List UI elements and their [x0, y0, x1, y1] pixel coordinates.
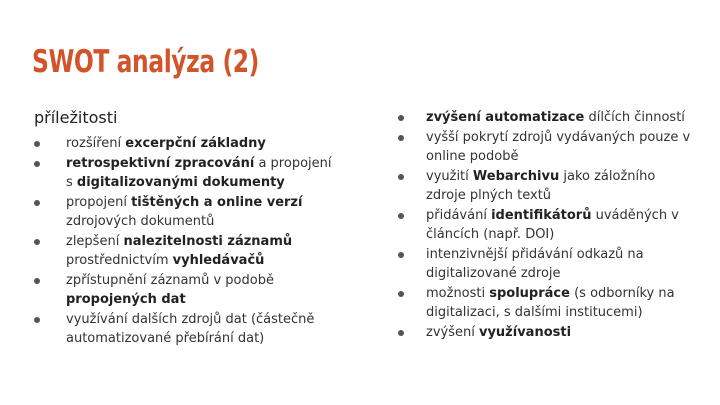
bold-text: retrospektivní zpracování [66, 155, 255, 171]
bullet-item [398, 245, 698, 284]
bold-text: zvýšení automatizace [426, 110, 585, 125]
bold-text: spolupráce [489, 285, 570, 301]
text: zvýšení [426, 324, 479, 340]
bold-text: excerpční základny [125, 136, 266, 151]
bullet-dot-icon [398, 135, 404, 141]
slide-title: SWOT analýza (2) [32, 44, 259, 80]
bullet-dot-icon [398, 174, 404, 180]
text: zlepšení [66, 233, 124, 249]
text: propojení [66, 194, 132, 210]
bullet-item [34, 193, 334, 232]
bold-text: digitalizovanými dokumenty [76, 175, 285, 190]
bullet-item [34, 232, 334, 271]
bold-text: vyhledávačů [172, 253, 265, 268]
bullet-dot-icon [398, 213, 404, 219]
text: intenzivnější přidávání odkazů na digitalizované zdroje [426, 246, 644, 281]
bold-text: propojených dat [66, 292, 186, 307]
bold-text: Webarchivu [472, 168, 560, 184]
bullet-dot-icon [34, 239, 40, 245]
bullet-item [398, 323, 698, 343]
text: a propojení s [66, 155, 332, 190]
left-column [34, 108, 334, 349]
text: zpřístupnění záznamů v podobě [66, 272, 274, 288]
bold-text: tištěných a online verzí [131, 194, 303, 210]
text: přidávání [426, 207, 492, 223]
bullet-item [398, 167, 698, 206]
text: jako záložního zdroje plných textů [426, 168, 656, 203]
bullet-dot-icon [34, 317, 40, 323]
left-bullet-list [34, 134, 334, 349]
bullet-item [398, 284, 698, 323]
bullet-dot-icon [34, 161, 40, 167]
opportunities-heading: příležitosti [34, 108, 118, 127]
bold-text: identifikátorů [491, 207, 592, 223]
bullet-dot-icon [398, 252, 404, 258]
right-bullet-list [398, 108, 698, 342]
text: zdrojových dokumentů [66, 214, 215, 229]
text: prostřednictvím [66, 253, 173, 268]
right-column [398, 108, 698, 342]
bullet-dot-icon [398, 330, 404, 336]
text: vyšší pokrytí zdrojů vydávaných pouze v online podobě [426, 129, 691, 164]
bold-text: využívanosti [478, 324, 572, 340]
text: dílčích činností [584, 110, 685, 125]
bullet-dot-icon [34, 200, 40, 206]
text: (s odborníky na digitalizaci, s dalšími institucemi) [426, 285, 675, 320]
bullet-item [398, 206, 698, 245]
text: rozšíření [66, 136, 126, 151]
text: využití [426, 168, 473, 184]
bullet-dot-icon [34, 141, 40, 147]
bullet-item [398, 128, 698, 167]
bullet-dot-icon [34, 278, 40, 284]
bullet-dot-icon [398, 115, 404, 121]
bullet-item [34, 310, 334, 349]
bullet-dot-icon [398, 291, 404, 297]
bullet-item [34, 134, 334, 154]
bullet-item [34, 271, 334, 310]
bullet-item [34, 154, 334, 193]
text: uváděných v článcích (např. DOI) [426, 207, 679, 242]
bullet-item [398, 108, 698, 128]
bold-text: nalezitelnosti záznamů [123, 233, 293, 249]
text: využívání dalších zdrojů dat (částečně automatizované přebírání dat) [66, 311, 315, 346]
text: možnosti [426, 285, 490, 301]
